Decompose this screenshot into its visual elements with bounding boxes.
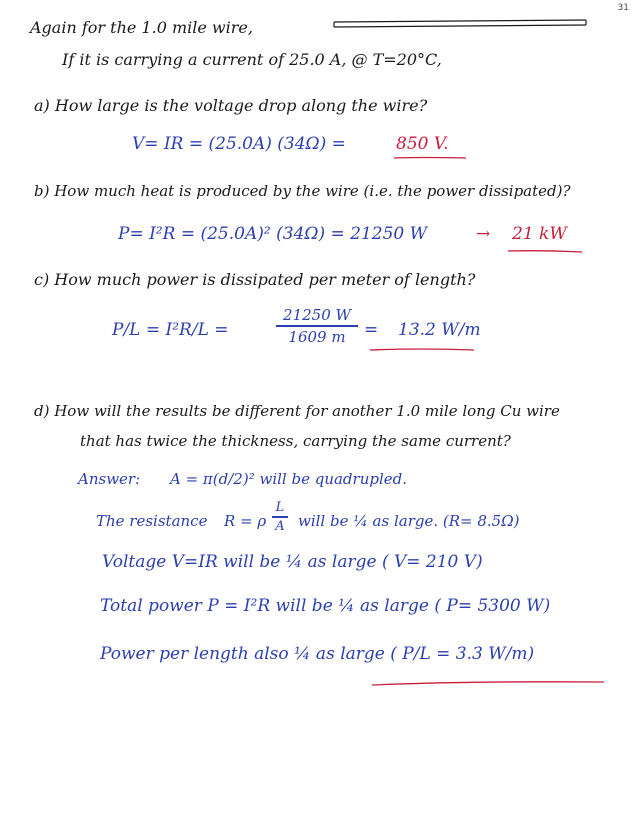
underline-result-d (372, 682, 604, 685)
page-number: 31 (617, 3, 629, 13)
fraction-c-numerator: 21250 W (283, 306, 351, 324)
lhs-c: P/L = I²R/L = (112, 320, 229, 340)
question-d-line-1: d) How will the results be different for another 1.0 mile long Cu wire (34, 402, 560, 420)
result-a: 850 V. (396, 134, 449, 154)
underline-result-c (370, 349, 474, 350)
question-d-line-2: that has twice the thickness, carrying the same current? (80, 432, 511, 450)
question-b: b) How much heat is produced by the wire (i.e. the power dissipated)? (34, 182, 571, 200)
voltage-statement: Voltage V=IR will be ¼ as large ( V= 210 V) (102, 552, 483, 572)
equals-c: = (364, 320, 379, 340)
equation-a: V= IR = (25.0A) (34Ω) = (132, 134, 346, 154)
intro-line-2: If it is carrying a current of 25.0 A, @ T=20°C, (62, 50, 442, 69)
power-per-length-statement: Power per length also ¼ as large ( P/L = 3.3 W/m) (100, 644, 535, 664)
total-power-statement: Total power P = I²R will be ¼ as large ( P= 5300 W) (100, 596, 551, 616)
underline-result-b (508, 251, 582, 252)
answer-label: Answer: (78, 470, 141, 488)
question-c: c) How much power is dissipated per meter of length? (34, 270, 476, 289)
resistance-fraction-numerator: L (275, 500, 285, 515)
arrow-b: → (476, 224, 491, 244)
intro-line-1: Again for the 1.0 mile wire, (30, 18, 253, 37)
result-b: 21 kW (512, 224, 567, 244)
underline-result-a (394, 158, 466, 159)
question-a: a) How large is the voltage drop along the wire? (34, 96, 428, 115)
top-right-double-line (334, 20, 586, 27)
result-c: 13.2 W/m (398, 320, 481, 340)
resistance-statement: will be ¼ as large. (R= 8.5Ω) (298, 512, 520, 530)
resistance-equation: R = ρ (224, 512, 267, 530)
resistance-fraction-denominator: A (275, 518, 285, 534)
fraction-c-denominator: 1609 m (288, 327, 346, 346)
equation-b: P= I²R = (25.0A)² (34Ω) = 21250 W (118, 224, 428, 244)
area-statement: A = π(d/2)² will be quadrupled. (170, 470, 408, 488)
resistance-label: The resistance (96, 512, 208, 530)
